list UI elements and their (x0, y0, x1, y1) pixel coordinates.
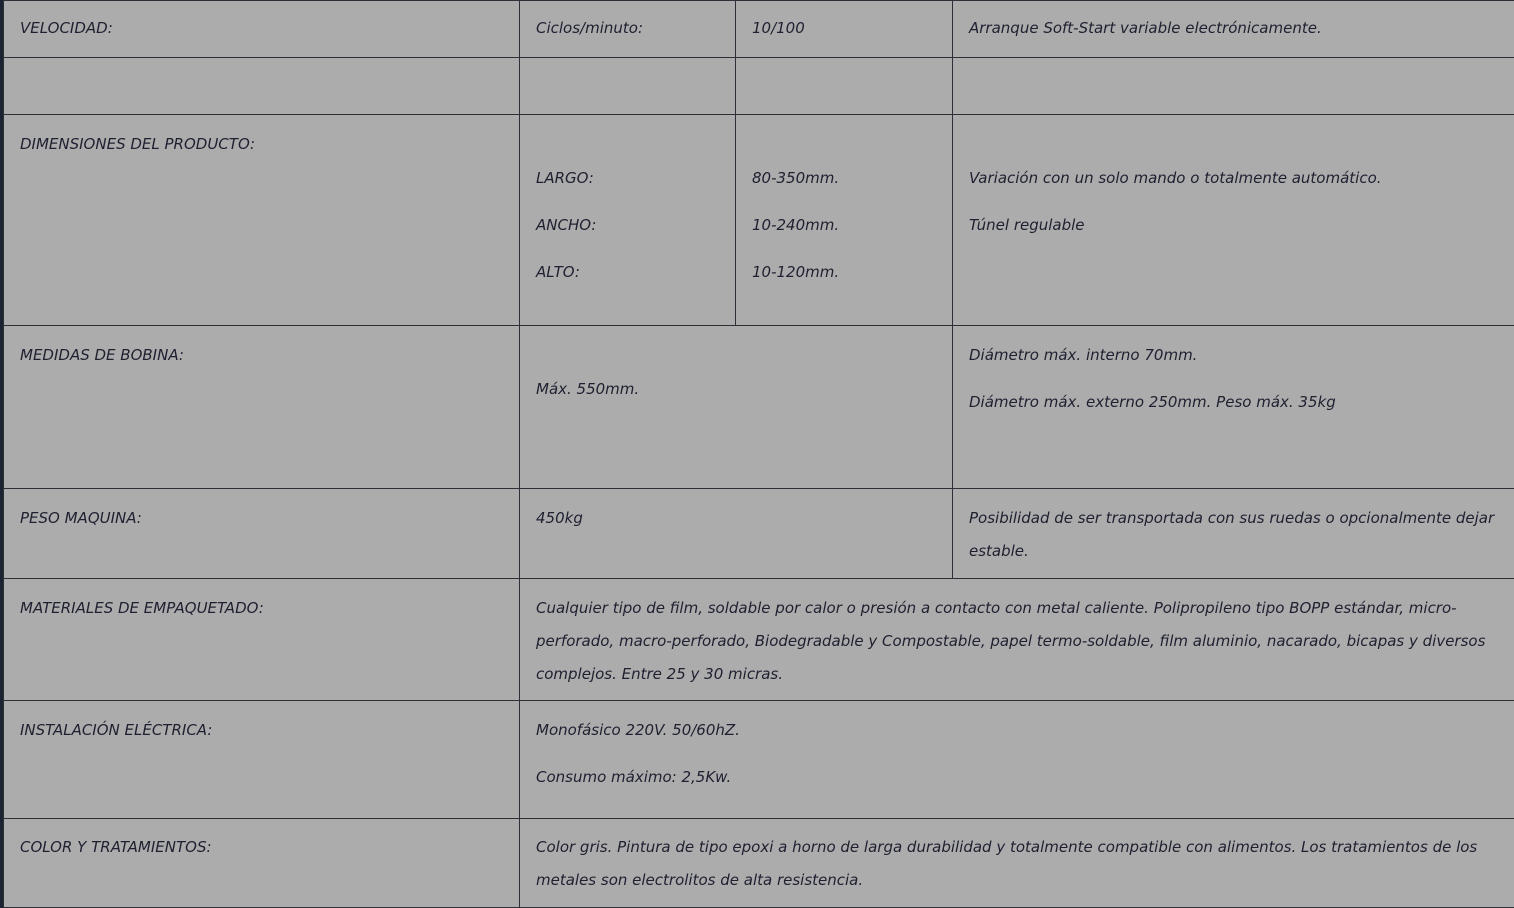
alto-label: ALTO: (536, 256, 719, 289)
ancho-value: 10-240mm. (752, 209, 936, 242)
cycles-label: Ciclos/minuto: (520, 1, 736, 58)
row-label-color: COLOR Y TRATAMIENTOS: (4, 819, 520, 908)
electrica-values-cell (520, 701, 1514, 819)
materiales-value: Cualquier tipo de film, soldable por calor o presión a contacto con metal caliente. Polipropileno tipo BOPP estándar, micro-perforado, macro-perforado, Biodegradable y Compostable, papel termo-soldable, film aluminio, nacarado, bicapas y diversos complejos. Entre 25 y 30 micras. (520, 579, 1514, 701)
electrica-value-2: Consumo máximo: 2,5Kw. (536, 761, 1498, 794)
table-row (4, 819, 1514, 908)
largo-value: 80-350mm. (752, 162, 936, 195)
table-row (4, 489, 1514, 579)
row-label-electrica: INSTALACIÓN ELÉCTRICA: (4, 701, 520, 819)
dimension-values-cell (736, 115, 953, 326)
electrica-value-1: Monofásico 220V. 50/60hZ. (536, 714, 1498, 747)
spec-table (3, 0, 1514, 908)
spec-table-container (3, 0, 1514, 907)
empty-cell (736, 58, 953, 115)
dimension-notes-cell (953, 115, 1514, 326)
bobina-value: Máx. 550mm. (520, 326, 953, 489)
table-row-empty (4, 58, 1514, 115)
dimension-labels-cell (520, 115, 736, 326)
ancho-label: ANCHO: (536, 209, 719, 242)
alto-value: 10-120mm. (752, 256, 936, 289)
bobina-notes-cell (953, 326, 1514, 489)
dimension-note-1: Variación con un solo mando o totalmente automático. (969, 162, 1498, 195)
table-row (4, 326, 1514, 489)
bobina-note-2: Diámetro máx. externo 250mm. Peso máx. 35kg (969, 386, 1498, 419)
speed-note: Arranque Soft-Start variable electrónicamente. (953, 1, 1514, 58)
cycles-value: 10/100 (736, 1, 953, 58)
color-value: Color gris. Pintura de tipo epoxi a horno de larga durabilidad y totalmente compatible con alimentos. Los tratamientos de los metales son electrolitos de alta resistencia. (520, 819, 1514, 908)
table-row (4, 579, 1514, 701)
table-row (4, 701, 1514, 819)
table-row (4, 1, 1514, 58)
peso-note: Posibilidad de ser transportada con sus ruedas o opcionalmente dejar estable. (953, 489, 1514, 579)
table-row (4, 115, 1514, 326)
largo-label: LARGO: (536, 162, 719, 195)
peso-value: 450kg (520, 489, 953, 579)
dimension-note-2: Túnel regulable (969, 209, 1498, 242)
empty-cell (520, 58, 736, 115)
bobina-note-1: Diámetro máx. interno 70mm. (969, 339, 1498, 372)
row-label-dimensiones: DIMENSIONES DEL PRODUCTO: (4, 115, 520, 326)
row-label-materiales: MATERIALES DE EMPAQUETADO: (4, 579, 520, 701)
empty-cell (4, 58, 520, 115)
row-label-velocidad: VELOCIDAD: (4, 1, 520, 58)
empty-cell (953, 58, 1514, 115)
row-label-peso: PESO MAQUINA: (4, 489, 520, 579)
row-label-bobina: MEDIDAS DE BOBINA: (4, 326, 520, 489)
